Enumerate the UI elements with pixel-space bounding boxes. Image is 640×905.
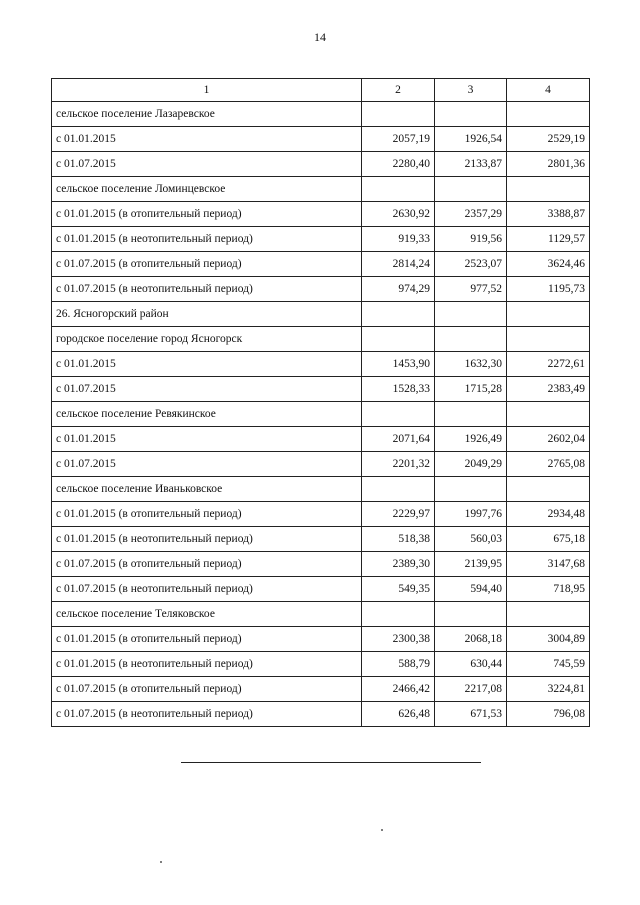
table-row	[52, 527, 590, 552]
value-cell-col-4: 3388,87	[507, 202, 590, 227]
value-cell-col-4: 3624,46	[507, 252, 590, 277]
scan-speck	[381, 829, 383, 831]
value-cell-col-2: 1528,33	[362, 377, 435, 402]
value-cell-col-3: 1715,28	[435, 377, 507, 402]
table-row	[52, 277, 590, 302]
table-row	[52, 677, 590, 702]
table-row	[52, 102, 590, 127]
table-row	[52, 302, 590, 327]
table-row	[52, 702, 590, 727]
value-cell-col-2: 626,48	[362, 702, 435, 727]
value-cell-col-2: 2300,38	[362, 627, 435, 652]
value-cell-col-2: 549,35	[362, 577, 435, 602]
value-cell-col-4	[507, 602, 590, 627]
value-cell-col-3: 2523,07	[435, 252, 507, 277]
row-label-cell: с 01.01.2015	[52, 427, 362, 452]
row-label-cell: с 01.07.2015 (в неотопительный период)	[52, 702, 362, 727]
row-label-cell: с 01.07.2015	[52, 152, 362, 177]
value-cell-col-3: 2217,08	[435, 677, 507, 702]
table-row	[52, 627, 590, 652]
value-cell-col-4: 2529,19	[507, 127, 590, 152]
value-cell-col-2	[362, 402, 435, 427]
value-cell-col-3: 630,44	[435, 652, 507, 677]
value-cell-col-2: 2201,32	[362, 452, 435, 477]
value-cell-col-4: 796,08	[507, 702, 590, 727]
row-label-cell: с 01.01.2015 (в отопительный период)	[52, 202, 362, 227]
value-cell-col-3	[435, 177, 507, 202]
value-cell-col-4	[507, 102, 590, 127]
table-row	[52, 377, 590, 402]
value-cell-col-3: 2049,29	[435, 452, 507, 477]
value-cell-col-3: 919,56	[435, 227, 507, 252]
row-label-cell: сельское поселение Лазаревское	[52, 102, 362, 127]
value-cell-col-4: 2934,48	[507, 502, 590, 527]
value-cell-col-2: 2814,24	[362, 252, 435, 277]
scan-speck	[160, 861, 162, 863]
row-label-cell: с 01.07.2015 (в отопительный период)	[52, 252, 362, 277]
value-cell-col-4: 745,59	[507, 652, 590, 677]
table-row	[52, 602, 590, 627]
table-row	[52, 252, 590, 277]
value-cell-col-4: 2383,49	[507, 377, 590, 402]
value-cell-col-3: 1632,30	[435, 352, 507, 377]
table-row	[52, 202, 590, 227]
value-cell-col-3	[435, 477, 507, 502]
value-cell-col-3	[435, 302, 507, 327]
row-label-cell: с 01.01.2015 (в неотопительный период)	[52, 652, 362, 677]
value-cell-col-3: 671,53	[435, 702, 507, 727]
table-header-row	[52, 79, 590, 102]
value-cell-col-2	[362, 302, 435, 327]
table-row	[52, 452, 590, 477]
value-cell-col-2: 2630,92	[362, 202, 435, 227]
row-label-cell: городское поселение город Ясногорск	[52, 327, 362, 352]
table-row	[52, 427, 590, 452]
value-cell-col-3: 977,52	[435, 277, 507, 302]
value-cell-col-4: 2272,61	[507, 352, 590, 377]
value-cell-col-2	[362, 102, 435, 127]
row-label-cell: сельское поселение Ревякинское	[52, 402, 362, 427]
table-row	[52, 477, 590, 502]
value-cell-col-3: 1926,49	[435, 427, 507, 452]
table-row	[52, 177, 590, 202]
row-label-cell: с 01.07.2015	[52, 377, 362, 402]
value-cell-col-4: 675,18	[507, 527, 590, 552]
row-label-cell: с 01.01.2015 (в неотопительный период)	[52, 527, 362, 552]
value-cell-col-2: 2057,19	[362, 127, 435, 152]
value-cell-col-4: 718,95	[507, 577, 590, 602]
value-cell-col-3	[435, 602, 507, 627]
value-cell-col-2	[362, 477, 435, 502]
column-header: 4	[507, 79, 590, 102]
value-cell-col-2: 2466,42	[362, 677, 435, 702]
table-row	[52, 552, 590, 577]
value-cell-col-4: 1195,73	[507, 277, 590, 302]
row-label-cell: с 01.07.2015 (в отопительный период)	[52, 552, 362, 577]
value-cell-col-2: 2071,64	[362, 427, 435, 452]
value-cell-col-4: 3004,89	[507, 627, 590, 652]
table-row	[52, 127, 590, 152]
value-cell-col-3: 2357,29	[435, 202, 507, 227]
table-row	[52, 402, 590, 427]
value-cell-col-3: 2133,87	[435, 152, 507, 177]
value-cell-col-4: 2765,08	[507, 452, 590, 477]
value-cell-col-3: 1997,76	[435, 502, 507, 527]
value-cell-col-4	[507, 477, 590, 502]
value-cell-col-4: 1129,57	[507, 227, 590, 252]
table-row	[52, 577, 590, 602]
value-cell-col-4	[507, 177, 590, 202]
value-cell-col-3	[435, 327, 507, 352]
table-row	[52, 327, 590, 352]
value-cell-col-2: 974,29	[362, 277, 435, 302]
value-cell-col-2: 2389,30	[362, 552, 435, 577]
value-cell-col-2: 2229,97	[362, 502, 435, 527]
value-cell-col-2: 588,79	[362, 652, 435, 677]
table-row	[52, 152, 590, 177]
table-row	[52, 352, 590, 377]
value-cell-col-4: 3224,81	[507, 677, 590, 702]
value-cell-col-3: 2068,18	[435, 627, 507, 652]
value-cell-col-4: 2801,36	[507, 152, 590, 177]
table-row	[52, 227, 590, 252]
closing-rule	[181, 762, 481, 763]
value-cell-col-2: 518,38	[362, 527, 435, 552]
value-cell-col-4: 2602,04	[507, 427, 590, 452]
value-cell-col-3: 594,40	[435, 577, 507, 602]
row-label-cell: с 01.01.2015	[52, 127, 362, 152]
value-cell-col-4	[507, 302, 590, 327]
value-cell-col-3	[435, 402, 507, 427]
row-label-cell: с 01.07.2015 (в отопительный период)	[52, 677, 362, 702]
value-cell-col-2: 919,33	[362, 227, 435, 252]
value-cell-col-2: 1453,90	[362, 352, 435, 377]
value-cell-col-2: 2280,40	[362, 152, 435, 177]
column-header: 3	[435, 79, 507, 102]
value-cell-col-4: 3147,68	[507, 552, 590, 577]
row-label-cell: сельское поселение Иваньковское	[52, 477, 362, 502]
row-label-cell: с 01.07.2015 (в неотопительный период)	[52, 277, 362, 302]
row-label-cell: с 01.01.2015 (в отопительный период)	[52, 627, 362, 652]
tariff-table	[51, 78, 590, 727]
row-label-cell: с 01.01.2015	[52, 352, 362, 377]
row-label-cell: с 01.01.2015 (в неотопительный период)	[52, 227, 362, 252]
value-cell-col-2	[362, 602, 435, 627]
row-label-cell: 26. Ясногорский район	[52, 302, 362, 327]
value-cell-col-3: 2139,95	[435, 552, 507, 577]
table-row	[52, 502, 590, 527]
column-header: 2	[362, 79, 435, 102]
value-cell-col-3: 560,03	[435, 527, 507, 552]
value-cell-col-2	[362, 177, 435, 202]
row-label-cell: сельское поселение Ломинцевское	[52, 177, 362, 202]
table-row	[52, 652, 590, 677]
row-label-cell: с 01.07.2015	[52, 452, 362, 477]
row-label-cell: с 01.07.2015 (в неотопительный период)	[52, 577, 362, 602]
value-cell-col-3	[435, 102, 507, 127]
column-header: 1	[52, 79, 362, 102]
row-label-cell: сельское поселение Теляковское	[52, 602, 362, 627]
value-cell-col-3: 1926,54	[435, 127, 507, 152]
value-cell-col-4	[507, 327, 590, 352]
value-cell-col-2	[362, 327, 435, 352]
row-label-cell: с 01.01.2015 (в отопительный период)	[52, 502, 362, 527]
page-number: 14	[314, 30, 326, 44]
value-cell-col-4	[507, 402, 590, 427]
